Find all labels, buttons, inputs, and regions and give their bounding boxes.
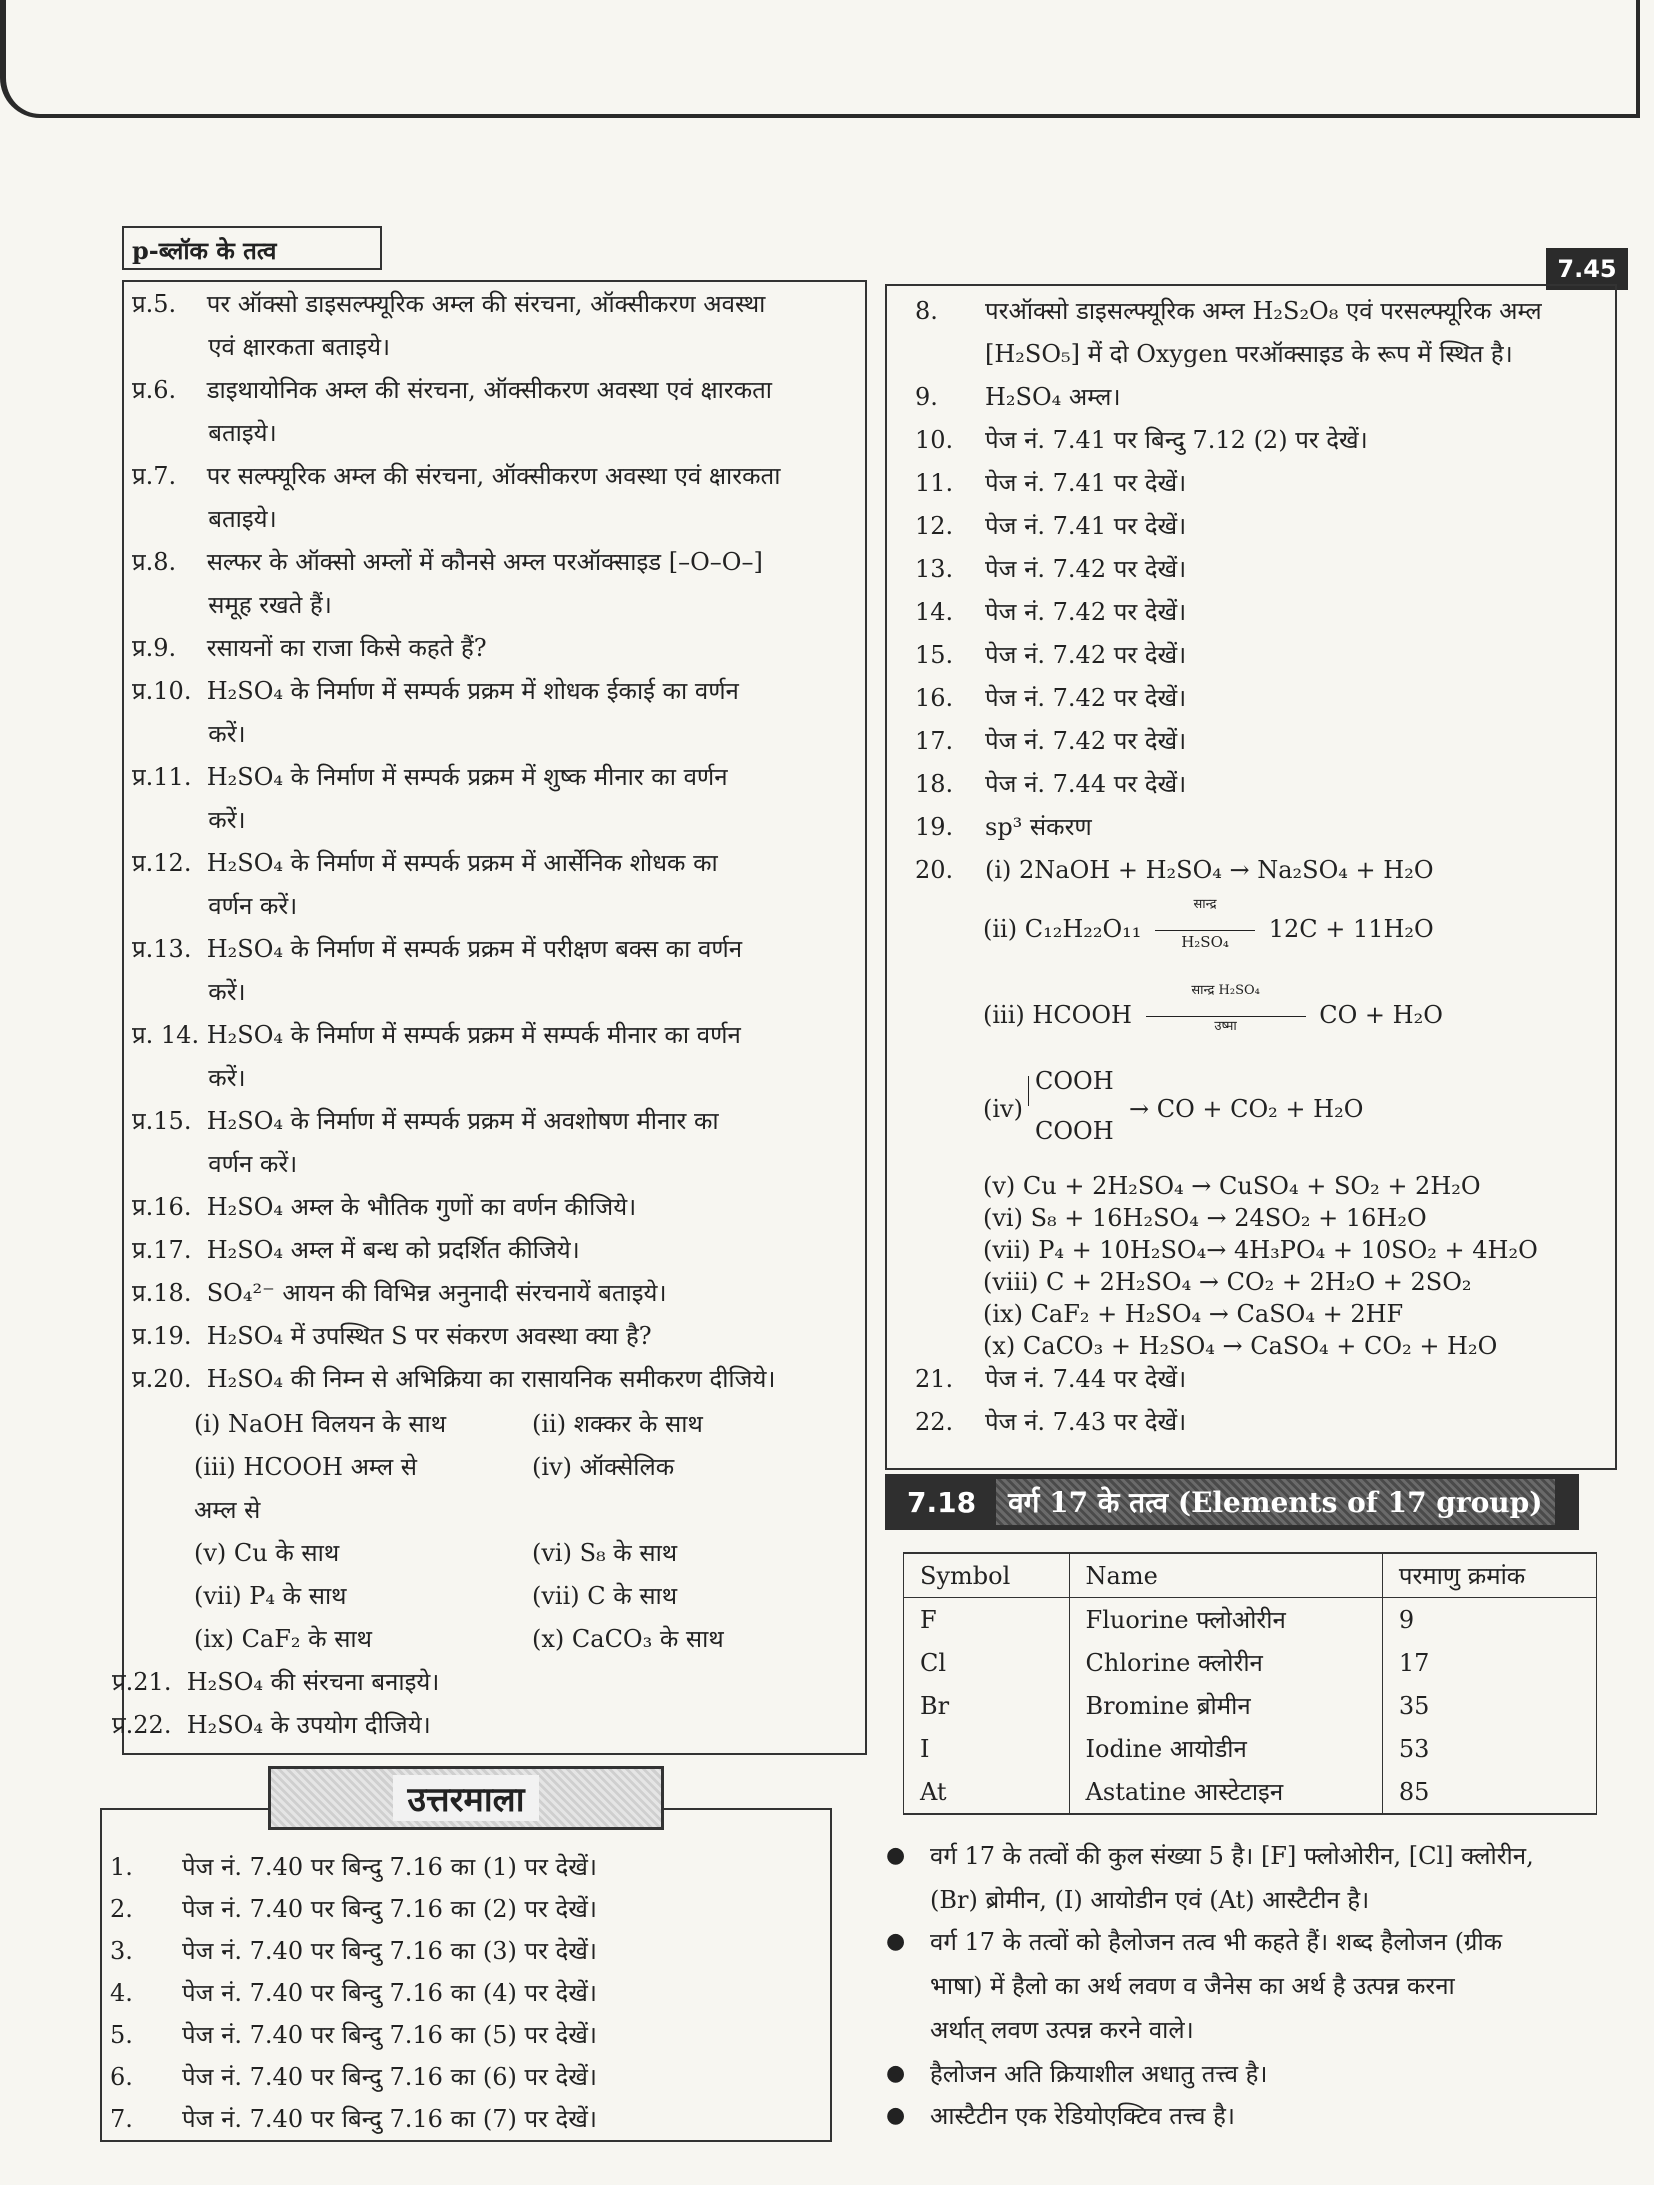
question-option: (i) NaOH विलयन के साथ bbox=[194, 1410, 447, 1438]
answer-row bbox=[915, 810, 1615, 844]
question-line: प्र.13. H₂SO₄ के निर्माण में सम्पर्क प्रक्रम में परीक्षण बक्स का वर्णन bbox=[132, 935, 743, 963]
uttarmala-box bbox=[100, 1808, 832, 2142]
answer-number: 13. bbox=[915, 555, 954, 583]
bullet-item bbox=[886, 2052, 1654, 2096]
question-option: अम्ल से bbox=[194, 1496, 261, 1524]
question-line: करें। bbox=[132, 978, 246, 1006]
questions-box bbox=[112, 280, 867, 1755]
reaction-ii: (ii) C₁₂H₂₂O₁₁ $\frac{\text{सान्द्र}}{\text{H₂SO₄}}$ 12C + 11H₂O bbox=[983, 897, 1434, 951]
answer-text: पेज नं. 7.40 पर बिन्दु 7.16 का (3) पर देखें। bbox=[182, 1937, 598, 1965]
answer-text: पेज नं. 7.40 पर बिन्दु 7.16 का (5) पर देखें। bbox=[182, 2021, 598, 2049]
answer-number: 2. bbox=[110, 1895, 133, 1923]
table-cell: Chlorine क्लोरीन bbox=[1069, 1641, 1382, 1684]
answer-text: पेज नं. 7.42 पर देखें। bbox=[985, 727, 1187, 755]
answer-number: 17. bbox=[915, 727, 954, 755]
answer-number: 5. bbox=[110, 2021, 133, 2049]
question-line: प्र.5. पर ऑक्सो डाइसल्फ्यूरिक अम्ल की संरचना, ऑक्सीकरण अवस्था bbox=[132, 290, 766, 318]
answer-text: पेज नं. 7.40 पर बिन्दु 7.16 का (2) पर देखें। bbox=[182, 1895, 598, 1923]
question-option: (v) Cu के साथ bbox=[194, 1539, 340, 1567]
answer-text: sp³ संकरण bbox=[985, 813, 1092, 841]
bullet-item bbox=[886, 1920, 1654, 2052]
answer-row bbox=[915, 423, 1615, 457]
answer-number: 10. bbox=[915, 426, 954, 454]
answer-number: 11. bbox=[915, 469, 954, 497]
answer-text: पेज नं. 7.42 पर देखें। bbox=[985, 684, 1187, 712]
table-cell: 85 bbox=[1382, 1770, 1596, 1814]
answer-text: पेज नं. 7.42 पर देखें। bbox=[985, 641, 1187, 669]
section-7-18-heading bbox=[885, 1474, 1579, 1530]
answer-row bbox=[915, 767, 1615, 801]
question-option: (vii) C के साथ bbox=[532, 1582, 678, 1610]
answer-text: पेज नं. 7.41 पर देखें। bbox=[985, 469, 1187, 497]
answer-number: 3. bbox=[110, 1937, 133, 1965]
reaction-x: (x) CaCO₃ + H₂SO₄ → CaSO₄ + CO₂ + H₂O bbox=[983, 1332, 1498, 1360]
question-line: प्र.20. H₂SO₄ की निम्न से अभिक्रिया का रासायनिक समीकरण दीजिये। bbox=[132, 1365, 776, 1393]
table-body bbox=[904, 1598, 1597, 1815]
answer-text: पेज नं. 7.44 पर देखें। bbox=[985, 770, 1187, 798]
bullet-line: हैलोजन अति क्रियाशील अधातु तत्त्व है। bbox=[930, 2060, 1268, 2088]
reaction-ix: (ix) CaF₂ + H₂SO₄ → CaSO₄ + 2HF bbox=[983, 1300, 1404, 1328]
answer-row bbox=[915, 552, 1615, 586]
question-line: बताइये। bbox=[132, 419, 277, 447]
bullet-line: आस्टैटीन एक रेडियोएक्टिव तत्त्व है। bbox=[930, 2102, 1235, 2130]
table-cell: 9 bbox=[1382, 1598, 1596, 1642]
answer-number: 12. bbox=[915, 512, 954, 540]
answer-number: 4. bbox=[110, 1979, 133, 2007]
question-line: प्र.16. H₂SO₄ अम्ल के भौतिक गुणों का वर्णन कीजिये। bbox=[132, 1193, 637, 1221]
bullet-icon: ● bbox=[886, 1929, 906, 1954]
section-label: p-ब्लॉक के तत्व bbox=[122, 226, 382, 270]
table-cell: Astatine आस्टेटाइन bbox=[1069, 1770, 1382, 1814]
answer-text: पेज नं. 7.40 पर बिन्दु 7.16 का (6) पर देखें। bbox=[182, 2063, 598, 2091]
section-number: 7.18 bbox=[907, 1485, 977, 1519]
table-row bbox=[904, 1598, 1597, 1642]
question-option: (vi) S₈ के साथ bbox=[532, 1539, 678, 1567]
bullet-line: वर्ग 17 के तत्वों की कुल संख्या 5 है। [F] फ्लोओरीन, [Cl] क्लोरीन, bbox=[930, 1842, 1534, 1870]
answer-text: पेज नं. 7.42 पर देखें। bbox=[985, 555, 1187, 583]
table-cell: F bbox=[904, 1598, 1070, 1642]
answer-number: 16. bbox=[915, 684, 954, 712]
answer-text: पेज नं. 7.44 पर देखें। bbox=[985, 1365, 1187, 1393]
answer-row bbox=[915, 380, 1615, 414]
bullet-line: (Br) ब्रोमीन, (I) आयोडीन एवं (At) आस्टैटीन है। bbox=[930, 1886, 1370, 1914]
question-option: (iv) ऑक्सेलिक bbox=[532, 1453, 675, 1481]
table-cell: Br bbox=[904, 1684, 1070, 1727]
bullet-icon: ● bbox=[886, 2061, 906, 2086]
answer-row bbox=[915, 466, 1615, 500]
question-line: वर्णन करें। bbox=[132, 892, 298, 920]
bullet-item bbox=[886, 1834, 1654, 1922]
question-line: प्र.6. डाइथायोनिक अम्ल की संरचना, ऑक्सीकरण अवस्था एवं क्षारकता bbox=[132, 376, 773, 404]
section-title: वर्ग 17 के तत्व (Elements of 17 group) bbox=[996, 1479, 1554, 1525]
answer-row bbox=[915, 1405, 1615, 1439]
reaction-vi: (vi) S₈ + 16H₂SO₄ → 24SO₂ + 16H₂O bbox=[983, 1204, 1427, 1232]
answer-row bbox=[915, 853, 1615, 887]
answer-text: पेज नं. 7.40 पर बिन्दु 7.16 का (1) पर देखें। bbox=[182, 1853, 598, 1881]
table-row bbox=[904, 1727, 1597, 1770]
question-option: (ii) शक्कर के साथ bbox=[532, 1410, 703, 1438]
answers-box: 8. परऑक्सो डाइसल्फ्यूरिक अम्ल H₂S₂O₈ एवं परसल्फ्यूरिक अम्ल [H₂SO₅] में दो Oxygen परऑक्साइड के रूप में स्थित है। 9. H₂SO₄ अम्ल। 10. पेज नं. 7.41 पर बिन्दु 7.12 (2) पर देखें। 11. पेज नं. 7.41 पर देखें। 12. पेज नं. 7.41 पर देखें। 13. पेज नं. 7.42 पर देखें। 14. पेज नं. 7.42 पर देखें। 15. पेज नं. 7.42 पर देखें। 16. पेज नं. 7.42 पर देखें। 17. पेज नं. 7.42 पर देखें। 18. पेज नं. 7.44 पर देखें। 19. sp³ संकरण 20. (i) 2NaOH + H₂SO₄ → Na₂SO₄ + H₂O (ii) C₁₂H₂₂O₁₁ $\frac{\text{सान्द्र}}{\text{H₂SO₄}}$ 12C + 11H₂O (iii) HCOOH $\frac{\text{सान्द्र H₂SO₄}}{\text{उष्मा}}$ CO + H₂O COOH (iv) → CO + CO₂ + H₂O COOH (v) Cu + 2H₂SO₄ → CuSO₄ + SO₂ + 2H₂O (vi) S₈ + 16H₂SO₄ → 24SO₂ + 16H₂O (vii) P₄ + 10H₂SO₄→ 4H₃PO₄ + 10SO₂ + 4H₂O (viii) C + 2H₂SO₄ → CO₂ + 2H₂O + 2SO₂ (ix) CaF₂ + H₂SO₄ → CaSO₄ + 2HF (x) CaCO₃ + H₂SO₄ → CaSO₄ + CO₂ + H₂O 21. पेज नं. 7.44 पर देखें। 22. पेज नं. 7.43 पर देखें। bbox=[885, 284, 1617, 1470]
answer-text: [H₂SO₅] में दो Oxygen परऑक्साइड के रूप में स्थित है। bbox=[985, 340, 1513, 368]
question-option: (x) CaCO₃ के साथ bbox=[532, 1625, 724, 1653]
answer-number: 9. bbox=[915, 383, 938, 411]
answer-number: 22. bbox=[915, 1408, 954, 1436]
question-line: एवं क्षारकता बताइये। bbox=[132, 333, 391, 361]
answer-number: 15. bbox=[915, 641, 954, 669]
answer-number: 19. bbox=[915, 813, 954, 841]
bullet-icon: ● bbox=[886, 2103, 906, 2128]
question-line: करें। bbox=[132, 720, 246, 748]
table-row bbox=[904, 1684, 1597, 1727]
reaction-viii: (viii) C + 2H₂SO₄ → CO₂ + 2H₂O + 2SO₂ bbox=[983, 1268, 1472, 1296]
table-header-row bbox=[904, 1553, 1597, 1598]
table-cell: Iodine आयोडीन bbox=[1069, 1727, 1382, 1770]
answer-row bbox=[915, 294, 1615, 328]
question-line: प्र.11. H₂SO₄ के निर्माण में सम्पर्क प्रक्रम में शुष्क मीनार का वर्णन bbox=[132, 763, 728, 791]
page-number: 7.45 bbox=[1546, 248, 1628, 290]
table-cell: 53 bbox=[1382, 1727, 1596, 1770]
answer-row bbox=[915, 681, 1615, 715]
question-line: वर्णन करें। bbox=[132, 1150, 298, 1178]
question-option: (iii) HCOOH अम्ल से bbox=[194, 1453, 417, 1481]
answer-number: 14. bbox=[915, 598, 954, 626]
answer-row bbox=[915, 509, 1615, 543]
reaction-iii: (iii) HCOOH $\frac{\text{सान्द्र H₂SO₄}}{\text{उष्मा}}$ CO + H₂O bbox=[983, 983, 1443, 1034]
table-cell: 35 bbox=[1382, 1684, 1596, 1727]
page-top-frame bbox=[0, 0, 1640, 118]
question-line: प्र.22. H₂SO₄ के उपयोग दीजिये। bbox=[112, 1711, 431, 1739]
answer-row bbox=[915, 724, 1615, 758]
table-cell: Bromine ब्रोमीन bbox=[1069, 1684, 1382, 1727]
answer-number: 6. bbox=[110, 2063, 133, 2091]
uttarmala-row bbox=[110, 1892, 597, 1925]
answer-number: 18. bbox=[915, 770, 954, 798]
answer-row bbox=[915, 1362, 1615, 1396]
question-line: प्र.19. H₂SO₄ में उपस्थित S पर संकरण अवस्था क्या है? bbox=[132, 1322, 652, 1350]
reaction-vii: (vii) P₄ + 10H₂SO₄→ 4H₃PO₄ + 10SO₂ + 4H₂O bbox=[983, 1236, 1538, 1264]
uttarmala-row bbox=[110, 2102, 597, 2135]
elements-table bbox=[903, 1552, 1597, 1815]
question-line: बताइये। bbox=[132, 505, 277, 533]
question-option: (vii) P₄ के साथ bbox=[194, 1582, 347, 1610]
table-header-cell: परमाणु क्रमांक bbox=[1382, 1553, 1596, 1598]
answer-row bbox=[915, 595, 1615, 629]
table-header-cell: Name bbox=[1069, 1553, 1382, 1598]
answer-row bbox=[915, 638, 1615, 672]
question-line: समूह रखते हैं। bbox=[132, 591, 332, 619]
question-line: प्र.10. H₂SO₄ के निर्माण में सम्पर्क प्रक्रम में शोधक ईकाई का वर्णन bbox=[132, 677, 739, 705]
table-row bbox=[904, 1641, 1597, 1684]
uttarmala-row bbox=[110, 2060, 597, 2093]
question-line: प्र.7. पर सल्फ्यूरिक अम्ल की संरचना, ऑक्सीकरण अवस्था एवं क्षारकता bbox=[132, 462, 781, 490]
answer-row bbox=[915, 337, 1615, 371]
table-row bbox=[904, 1770, 1597, 1814]
answer-number: 1. bbox=[110, 1853, 133, 1881]
answer-text: परऑक्सो डाइसल्फ्यूरिक अम्ल H₂S₂O₈ एवं परसल्फ्यूरिक अम्ल bbox=[985, 297, 1542, 325]
bullet-line: भाषा) में हैलो का अर्थ लवण व जैनेस का अर्थ है उत्पन्न करना bbox=[930, 1972, 1455, 2000]
question-line: प्र.12. H₂SO₄ के निर्माण में सम्पर्क प्रक्रम में आर्सेनिक शोधक का bbox=[132, 849, 718, 877]
bullet-item bbox=[886, 2094, 1654, 2138]
question-line: प्र.9. रसायनों का राजा किसे कहते हैं? bbox=[132, 634, 487, 662]
answer-text: पेज नं. 7.42 पर देखें। bbox=[985, 598, 1187, 626]
table-cell: 17 bbox=[1382, 1641, 1596, 1684]
question-line: करें। bbox=[132, 1064, 246, 1092]
uttarmala-row bbox=[110, 1934, 597, 1967]
uttarmala-row bbox=[110, 1850, 597, 1883]
uttarmala-title: उत्तरमाला bbox=[268, 1766, 664, 1830]
answer-text: (i) 2NaOH + H₂SO₄ → Na₂SO₄ + H₂O bbox=[985, 856, 1434, 884]
uttarmala-row bbox=[110, 1976, 597, 2009]
answer-text: पेज नं. 7.40 पर बिन्दु 7.16 का (7) पर देखें। bbox=[182, 2105, 598, 2133]
question-option: (ix) CaF₂ के साथ bbox=[194, 1625, 372, 1653]
bullet-line: अर्थात् लवण उत्पन्न करने वाले। bbox=[930, 2016, 1194, 2044]
question-line: प्र.18. SO₄²⁻ आयन की विभिन्न अनुनादी संरचनायें बताइये। bbox=[132, 1279, 667, 1307]
bullet-icon: ● bbox=[886, 1843, 906, 1868]
question-line: प्र. 14. H₂SO₄ के निर्माण में सम्पर्क प्रक्रम में सम्पर्क मीनार का वर्णन bbox=[132, 1021, 741, 1049]
answer-text: पेज नं. 7.41 पर बिन्दु 7.12 (2) पर देखें। bbox=[985, 426, 1368, 454]
table-cell: Fluorine फ्लोओरीन bbox=[1069, 1598, 1382, 1642]
answer-text: पेज नं. 7.43 पर देखें। bbox=[985, 1408, 1187, 1436]
answer-number: 7. bbox=[110, 2105, 133, 2133]
answer-text: पेज नं. 7.41 पर देखें। bbox=[985, 512, 1187, 540]
bullet-line: वर्ग 17 के तत्वों को हैलोजन तत्व भी कहते हैं। शब्द हैलोजन (ग्रीक bbox=[930, 1928, 1503, 1956]
uttarmala-row bbox=[110, 2018, 597, 2051]
reaction-v: (v) Cu + 2H₂SO₄ → CuSO₄ + SO₂ + 2H₂O bbox=[983, 1172, 1481, 1200]
answer-text: H₂SO₄ अम्ल। bbox=[985, 383, 1121, 411]
question-line: प्र.21. H₂SO₄ की संरचना बनाइये। bbox=[112, 1668, 440, 1696]
table-cell: Cl bbox=[904, 1641, 1070, 1684]
answer-number: 21. bbox=[915, 1365, 954, 1393]
question-line: प्र.15. H₂SO₄ के निर्माण में सम्पर्क प्रक्रम में अवशोषण मीनार का bbox=[132, 1107, 719, 1135]
question-line: प्र.8. सल्फर के ऑक्सो अम्लों में कौनसे अम्ल परऑक्साइड [–O–O–] bbox=[132, 548, 763, 576]
answer-number: 20. bbox=[915, 856, 954, 884]
question-line: प्र.17. H₂SO₄ अम्ल में बन्ध को प्रदर्शित कीजिये। bbox=[132, 1236, 580, 1264]
table-cell: At bbox=[904, 1770, 1070, 1814]
answer-text: पेज नं. 7.40 पर बिन्दु 7.16 का (4) पर देखें। bbox=[182, 1979, 598, 2007]
table-header-cell: Symbol bbox=[904, 1553, 1070, 1598]
table-cell: I bbox=[904, 1727, 1070, 1770]
answer-number: 8. bbox=[915, 297, 938, 325]
question-line: करें। bbox=[132, 806, 246, 834]
